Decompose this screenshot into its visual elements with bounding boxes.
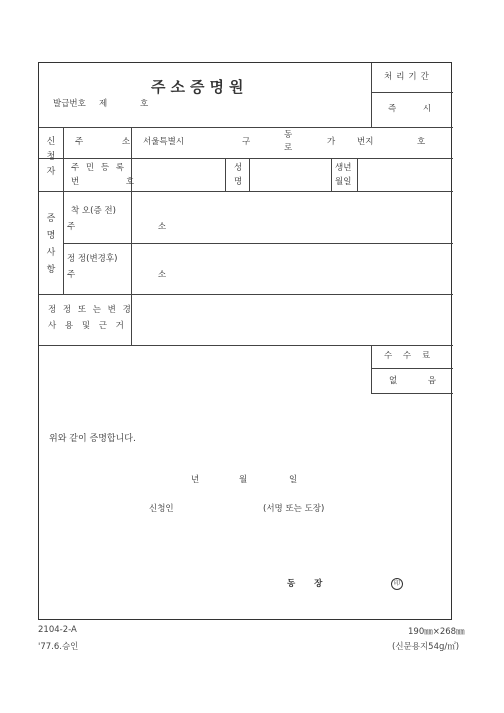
date-day: 일 [289, 475, 298, 485]
address-label: 주 소 [75, 137, 149, 147]
seal-mark: 印 [391, 578, 403, 590]
rrn-label-line1: 주 민 등 록 [71, 163, 126, 173]
name-label-line2: 명 [234, 177, 243, 187]
address-gu: 구 [242, 137, 251, 147]
correct-address-label-line2: 주 소 [67, 270, 207, 280]
applicant-section-label: 신청자 [46, 137, 56, 177]
form-code: 2104-2-A [38, 625, 77, 635]
page-title: 주소증명원 [151, 78, 249, 96]
processing-left-line [371, 63, 372, 127]
fee-left-line [371, 345, 372, 393]
proof-section-label: 증명사항 [46, 214, 56, 275]
wrong-address-label-line2: 주 소 [67, 222, 207, 232]
rrn-value-line [225, 158, 226, 191]
paper-spec: (신문용지54g/㎡) [392, 642, 460, 652]
issue-number-prefix: 제 [99, 99, 108, 109]
reason-label-line1: 정 정 또 는 변 경 [48, 305, 133, 315]
address-ro: 로 [284, 143, 293, 153]
applicant-signature-label: 신청인 [149, 504, 174, 514]
name-label-line1: 성 [234, 163, 243, 173]
proof-bottom-line [39, 294, 453, 295]
processing-divider [371, 92, 453, 93]
processing-value: 즉 시 [388, 104, 444, 114]
proof-divider [63, 243, 453, 244]
approval-date: '77.6.승인 [38, 642, 79, 652]
fee-value: 없 음 [389, 376, 451, 386]
certify-text: 위와 같이 증명합니다. [49, 434, 136, 444]
reason-bottom-line [39, 345, 453, 346]
issue-number-label: 발급번호 [53, 99, 86, 109]
paper-size: 190㎜×268㎜ [408, 627, 465, 637]
fee-divider [371, 368, 453, 369]
reason-label-line2: 사 용 및 근 거 [48, 321, 127, 331]
issue-number-suffix: 호 [140, 99, 149, 109]
name-value-line [249, 158, 250, 191]
wrong-address-label-line1: 착 오(증 전) [71, 206, 116, 216]
birth-label-line1: 생년 [335, 163, 352, 173]
signature-hint: (서명 또는 도장) [263, 504, 325, 514]
certificate-form [38, 62, 452, 620]
address-city: 서울특별시 [143, 137, 185, 147]
birth-value-line [357, 158, 358, 191]
official-title: 동 장 [287, 579, 331, 589]
address-ga: 가 [327, 137, 336, 147]
address-dong: 동 [284, 130, 293, 140]
address-beonji: 번지 [357, 137, 374, 147]
fee-bottom-line [371, 393, 453, 394]
processing-header: 처리기간 [384, 72, 433, 82]
section-label-line [63, 127, 64, 294]
fee-header: 수 수 료 [384, 351, 435, 361]
address-ho: 호 [417, 137, 426, 147]
birth-label-line [331, 158, 332, 191]
date-month: 월 [239, 475, 248, 485]
correct-address-label-line1: 정 정(변경후) [67, 254, 118, 264]
applicant-bottom-line [39, 191, 453, 192]
address-row-line [39, 158, 453, 159]
birth-label-line2: 월일 [335, 177, 352, 187]
rrn-label-line2: 번 호 [71, 177, 157, 187]
header-bottom-line [39, 127, 453, 128]
date-year: 년 [191, 475, 200, 485]
